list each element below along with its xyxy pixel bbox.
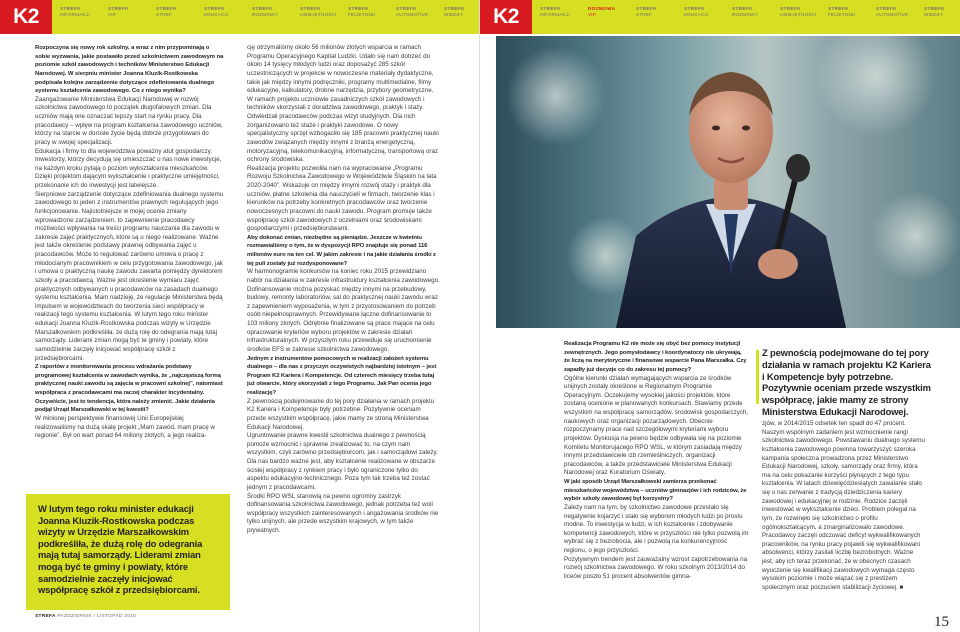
nav-item[interactable] [828,6,876,18]
paragraph: Zaangażowanie Ministerstwa Edukacji Narodowej w rozwój szkolnictwa zawodowego to początek długofalowych zmian. Dla uczniów mają one oznaczać lepszy start na rynku pracy. Dla pracodawcy – wpływ na program kształcenia zawodowego uczniów, którzy na starcie w dorosłe życie będą dobrze przygotowani do pracy w swojej specjalizacji. [35,95,223,146]
paragraph: Środki RPO WSL stanowią na pewno ogromny zastrzyk dofinansowania szkolnictwa zawodowego, jednak potrzeba też woli współpracy wszystkich zainteresowanych i angażowania środków nie tylko unijnych, ale przede wszystkim krajowych, w tym także prywatnych. [247,492,439,534]
interview-question: Aby dokonać zmian, niezbędne są pieniądze. Jeszcze w kwietniu rozmawialiśmy o tym, że w dyspozycji RPO znajduje się ponad 116 milionów euro na ten cel. W jakim zakresie i na jakie działania środki z tej puli zostały już rozdysponowane? [247,234,436,267]
pull-quote-left [26,494,230,610]
paragraph: Pozytywnym trendem jest zauważalny wzrost zapotrzebowania na rozwój szkolnictwa zawodowego. W roku szkolnym 2013/2014 do liceów poszło 51 procent absolwentów gimna- [564,555,748,580]
nav-item-sublabel: FELIETONU [348,12,376,17]
paragraph: W minionej perspektywie finansowej Unii Europejskiej realizowaliśmy na dużą skalę projekt „Mam zawód, mam pracę w regionie”. Był on wart ponad 64 miliony złotych, a jego realiza- [35,414,215,440]
nav-item-label: STREFA [396,6,417,11]
pull-quote-text: W lutym tego roku minister edukacji Joanna Kluzik-Rostkowska podczas wizyty w Urzędzie Marszałkowskim podkreśliła, że dużą rolę do odegrania mają tutaj samorządy. Liderami zmian mogą być te gminy i powiaty, które samodzielnie zaczęły inicjować współpracę szkół z przedsiębiorcami. [38,503,203,596]
nav-item[interactable] [348,6,396,18]
nav-item-label: STREFA [876,6,897,11]
nav-item-sublabel: ROZMOWY [252,12,278,17]
nav-item-label: STREFA [684,6,705,11]
footer-issue-text: PAŹDZIERNIK / LISTOPAD 2015 [57,614,137,619]
nav-item[interactable] [60,6,108,18]
paragraph: Zależy nam na tym, by szkolnictwo zawodowe przestało się negatywnie kojarzyć i stało się wyborem młodych ludzi po prostu modne. To inwestycja w ludzi, w ich kształcenie i zdobywanie kompetencji zawodowych, które w przyszłości nie tylko pozwolą im wybrać się z bezrobocia, ale i pozwolą na konkurencyjność regionu, o jego przyszłości. [564,503,749,554]
pull-quote-right [762,347,934,417]
section-nav [60,6,480,18]
nav-item[interactable] [684,6,732,18]
nav-item-label: STREFA [828,6,849,11]
footer-brand: STREFA [35,614,56,619]
nav-item[interactable] [588,6,636,18]
pull-quote-right-text: Z pewnością podejmowane do tej pory działania w ramach projektu K2 Kariera i Kompetencje były potrzebne. Pozytywnie oceniam przede wszystkim współpracę, jakie mamy ze strony Ministerstwa Edukacji Narodowej. [762,347,931,417]
nav-item-label: STREFA [780,6,801,11]
nav-item-sublabel: INFORMACJI [540,12,571,17]
nav-item-label: STREFA [444,6,465,11]
nav-item-sublabel: STREF [636,12,653,17]
nav-item[interactable] [924,6,960,18]
nav-item[interactable] [156,6,204,18]
nav-item[interactable] [204,6,252,18]
paragraph: Realizacja projektu pozwoliła nam na wypracowanie „Programu Rozwoju Szkolnictwa Zawodowego w Województwie Śląskim na lata 2020-2040”. Wskazuje on między innymi rozwój staży i praktyk dla uczniów, płatne szkolenia dla nauczycieli w firmach, tworzenie klas i kierunków na potrzeby konkretnych pracodawców oraz tworzenie nowoczesnych pracowni do nauki zawodu. Program promuje także współpracę szkół zawodowych z uczelniami oraz środowiskami gospodarczymi i przedsiębiorstwami. [247,164,437,233]
nav-item-label: STREFA [204,6,225,11]
nav-item[interactable] [732,6,780,18]
paragraph: W harmonogramie konkursów na koniec roku 2015 przewidziano nabór na działania w zakresie infrastruktury kształcenia zawodowego. Dofinansowanie można pozyskać między innymi na przebudowy, budowy, remonty laboratoriów, sal do praktycznej nauki zawodu wraz z zapewnieniem wyposażenia, w tym z przystosowaniem do potrzeb osób niepełnosprawnych. Przewidywane łączne dofinansowanie to 103 miliony złotych. Odrębnie finalizowane są prace mające na celu opracowanie kryteriów wyboru projektów w zakresie działań infrastrukturalnych. W przyszłym roku przewiduje się uruchomienie środków EFS w zakresie szkolnictwa zawodowego. [247,268,440,353]
section-nav-right [540,6,960,18]
nav-item-sublabel: EDUKACJI [684,12,709,17]
nav-item-label: STREFA [732,6,753,11]
article-lead: Rozpoczyna się nowy rok szkolny, a wraz z nim przypominają o sobie wyzwania, jakie postawiło przed szkolnictwem zawodowym na poziomie szkół zawodowych i techników Ministerstwo Edukacji Narodowej. W sierpniu minister Joanna Kluzik-Rostkowska podpisała kolejne zarządzenie dotyczące zdefiniowania dualnego systemu kształcenia zawodowego. Co z niego wynika? [35,45,224,95]
interview-question: Z raportów z monitorowania procesu wdrażania podstawy programowej kształcenia w zawodach wynika, że „najczęstszą formą praktycznej nauki zawodu są zajęcia w pracowni szkolnej”, natomiast współpraca z pracodawcami ma raczej charakter incydentalny. Oczywiście, jest to tendencja, która należy zmienić. Jakie działania podjął Urząd Marszałkowski w tej kwestii? [35,364,223,414]
nav-item-label: STREFA [156,6,177,11]
nav-item-sublabel: EDUKACJI [204,12,229,17]
paragraph: cję otrzymaliśmy około 56 milionów złotych wsparcia w ramach Programu Operacyjnego Kapitał Ludzki. Udało się nam dotrzeć do około 14 tysięcy młodych ludzi oraz doposażyć 285 szkół uczestniczących w projekcie w nowoczesne materiały dydaktyczne, takie jak między innymi podręczniki, programy multimedialne, filmy edukacyjne, kalkulatory, drobne narzędzia, przybory geometryczne. [247,44,434,95]
paragraph: Sierpniowe zarządzenie dotyczące zdefiniowania dualnego systemu zawodowego to jeden z instrumentów prawnych regulujących jego funkcjonowanie. Najistotniejsze w mojej ocenie zmiany wprowadzone zarządzeniem, to zapewnienie pracodawcy możliwości wpływania na treści programu nauczania dla zawodu w zakresie zajęć praktycznych, które są u niego realizowane. Ważne jest także określenie podstawy prawnej odbywania zajęć u pracodawców. Może to regulować zarówno umowa o pracę z młodocianym pracownikiem w celu przygotowania zawodowego, jak i umowa o praktyczną naukę zawodu zawarta pomiędzy dyrektorem szkoły a pracodawcą. Ważne jest określenie wymiaru zajęć praktycznych odbywanych u pracodawców na zasadach dualnego systemu kształcenia. Mam nadzieję, że regulacje Ministerstwa będą impulsem w województwach do tworzenia sieci współpracy w realizacji tego systemu kształcenia. W lutym tego roku minister edukacji Joanna Kluzik-Rostkowska podczas wizyty w Urzędzie Marszałkowskim podkreśliła, że dużą rolę do odegrania mają tutaj samorządy. Liderami zmian mogą być te gminy i powiaty, które samodzielnie zaczęły inicjować współpracę szkół z przedsiębiorcami. [35,190,224,362]
interview-photo [496,36,960,328]
footer-issue [35,614,136,619]
page-header [0,0,480,34]
nav-item-sublabel: INFORMACJI [60,12,91,17]
nav-item-label: STREFA [60,6,81,11]
column-4 [762,420,926,610]
nav-item[interactable] [444,6,480,18]
speaker-illustration [496,36,960,328]
nav-item-sublabel: STREF [156,12,173,17]
nav-item[interactable] [300,6,348,18]
nav-item[interactable] [252,6,300,18]
column-2 [247,44,440,624]
nav-item-sublabel: ROZMOWY [732,12,758,17]
nav-item-sublabel: WIEDZY [924,12,944,17]
nav-item-label: STREFA [300,6,321,11]
paragraph: Ugruntowanie prawne kwestii szkolnictwa dualnego z pewnością pomoże wzmocnić i sprawnie zrealizować to, na czym nam wszystkim, czyli zarówno przedsiębiorcom, jak i samorządowi zależy. Dla nas bardzo ważne jest, aby kształcenie realizowane w obszarze ścisłej współpracy z rynkiem pracy i było ograniczone tylko do aspektu edukacyjno-technicznego. Poza tym tak trzeba też zostać jednym z pracodawcami. [247,432,438,491]
column-3 [564,340,749,608]
nav-item-label: STREFA [252,6,273,11]
paragraph: Z pewnością podejmowanie do tej pory działania w ramach projektu K2 Kariera i Kompetencje były potrzebne. Pozytywnie oceniam przede wszystkim współpracę, jakie mamy ze stroną Ministerstwa Edukacji Narodowej. [247,397,435,431]
paragraph: Edukacja i firmy to dla województwa poważny atut gospodarczy. Inwestorzy, którzy decydują się umieszczać u nas nowe inwestycje, na każdym kroku pytają o poziom wykształcenia mieszkańców. Dzięki projektom dającym wykształcenie i praktyczne umiejętności, przekonanie ich do inwestycji jest łatwiejsze. [35,147,222,189]
nav-item-sublabel: UMIEJĘTNOŚCI [780,12,817,17]
nav-item-label: STREFA [108,6,129,11]
pull-quote-accent-bar [756,350,759,404]
paragraph: Ogólne kierunki działań wymagających wsparcia ze środków unijnych zostały określone w Regionalnym Programie Operacyjnym. Oczekujemy wysokiej jakości projektów, które zostaną ocenione w planowanych konkursach. Stawiamy przede wszystkim na współpracę samorządów, środowisk gospodarczych, naukowych oraz organizacji pozarządowych. Obecnie rozpoczynamy prace nad szczegółowymi kryteriami wyboru projektów. Dyskusja na pewno będzie odbywała się na poziomie Komitetu Monitorującego RPO WSL, w którym zasiadają między innymi przedstawiciele izb rzemieślniczych, organizacji pracodawców, a także przedstawiciele Ministerstwa Edukacji Narodowej oraz Kuratorium Oświaty. [564,374,749,477]
nav-item-sublabel: VIP [588,12,597,17]
page-number: 15 [934,614,949,630]
column-1 [35,44,224,484]
nav-item[interactable] [636,6,684,18]
nav-item-label: ROZMOWA [588,6,616,11]
paragraph: W ramach projektu uczniowie zasadniczych szkół zawodowych i techników skorzystali z doradztwa zawodowego, praktyk i staży. Odwiedzali pracodawców podczas wizyt studyjnych. Dla nich zorganizowano też staże i praktyki zawodowe. O nowy specjalistyczny sprzęt wzbogaciło się 185 pracowni praktycznej nauki zawodów związanych między innymi z branżą energetyczną, motoryzacyjną, telekomunikacyjną, informatyczną, transportową oraz ochrony środowiska. [247,95,439,164]
interview-question: Realizacja Programu K2 nie może się obyć bez pomocy instytucji zewnętrznych. Jego pomysłodawcy i koordynatorzy nie ukrywają, że liczą na merytoryczne i finansowe wsparcie Pana Marszałka. Czy zapadły już decyzje co do zakresu tej pomocy? [564,341,747,373]
nav-item-sublabel: VIP [108,12,117,17]
nav-item-label: STREFA [540,6,561,11]
nav-item[interactable] [396,6,444,18]
nav-item-sublabel: AUTOMOTIVE [396,12,429,17]
nav-item-label: STREFA [924,6,945,11]
nav-item[interactable] [780,6,828,18]
k2-logo[interactable]: K2 [0,0,52,34]
nav-item-sublabel: WIEDZY [444,12,464,17]
paragraph: zjów, w 2014/2015 odsetek ten spadł do 47 procent. Naszym wspólnym zadaniem jest wzmocnienie rangi szkolnictwa zawodowego. Powstawaniu dualnego systemu kształcenia zawodowego powinna towarzyszyć szeroka kampania społeczna prowadzona przez Ministerstwo Edukacji Narodowej, szkoły, samorządy oraz firmy, która ma na celu pokazanie korzyści płynących z tego typu kształcenia. W latach dziewięćdziesiątych zawalanie stało się u nas zerwanie z tradycją dziedziczenia kariery zawodowej i edukacyjnej w rodzinie. Rodzice zaczęli inwestować w wykształcenie dzieci. Problem polegał na tym, że rozwinęło się szkolnictwo o profilu ogólnokształcącym, a zmarginalizowało zawodowe. Pracodawcy zaczęli odczuwać deficyt wykwalifikowanych pracowników, na rynku pracy pojawili się wykwalifikowani absolwenci, którzy zasilali liczbę bezrobotnych. Ważne jest, aby ich teraz przekonać, że w obecnych czasach wyuczenie się kwalifikacji zawodowych wymaga często wysokim poziomie i może wiązać się z prestiżem społecznym oraz poczuciem stabilizacji życiowej. ■ [762,420,925,591]
interview-question: Jednym z instrumentów pomocowych w realizacji założeń systemu dualnego – dla nas z przyczyn oczywistych najbardziej istotnym – jest Program K2 Kariera i Kompetencje. Od czterech miesięcy trzeba tutaj już otwarcie, który skorzystali z tego Programu. Jak Pan ocenia jego realizację? [247,355,437,396]
page-header-right [480,0,960,34]
nav-item-label: STREFA [636,6,657,11]
nav-item-label: STREFA [348,6,369,11]
nav-item-sublabel: AUTOMOTIVE [876,12,909,17]
k2-logo-right[interactable]: K2 [480,0,532,34]
interview-question: W jaki sposób Urząd Marszałkowski zamierza przekonać mieszkańców województwa – uczniów gimnazjów i ich rodziców, że wybór szkoły zawodowej był korzystny? [564,479,747,503]
nav-item[interactable] [540,6,588,18]
nav-item-sublabel: UMIEJĘTNOŚCI [300,12,337,17]
nav-item-sublabel: FELIETONU [828,12,856,17]
nav-item[interactable] [876,6,924,18]
nav-item[interactable] [108,6,156,18]
